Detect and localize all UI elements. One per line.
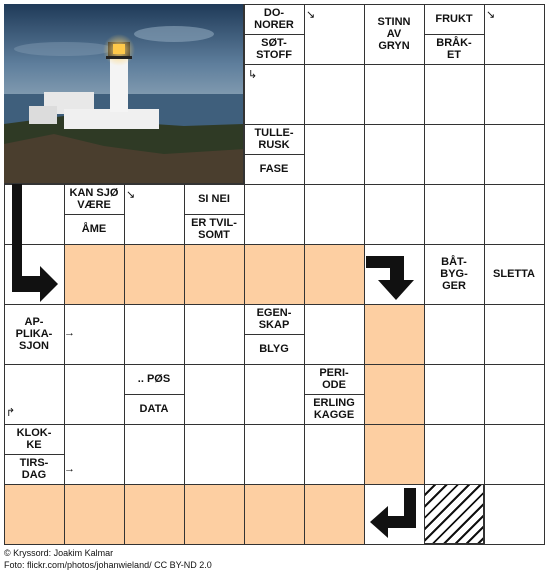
corner-arrow-icon: ↱: [6, 407, 16, 419]
grid-cell[interactable]: [484, 184, 545, 245]
clue-klokke: KLOK- KE: [16, 427, 52, 451]
clue-divider: [424, 34, 484, 35]
clue-tullerusk: TULLE- RUSK: [254, 127, 294, 151]
grid-cell[interactable]: [304, 184, 365, 245]
grid-cell[interactable]: [484, 304, 545, 365]
clue-ame: ÅME: [81, 223, 107, 235]
clue-egenskap: EGEN- SKAP: [256, 307, 292, 331]
grid-cell[interactable]: [244, 184, 305, 245]
clue-ertvilsomt: ER TVIL- SOMT: [191, 217, 237, 241]
highlighted-answer-cell[interactable]: [244, 244, 305, 305]
photo-credit: Foto: flickr.com/photos/johanwieland/ CC BY-ND 2.0: [4, 560, 212, 570]
grid-cell[interactable]: [124, 304, 185, 365]
clue-erlingkagge: ERLING KAGGE: [313, 397, 355, 421]
grid-cell[interactable]: [364, 184, 425, 245]
grid-cell[interactable]: [424, 364, 485, 425]
grid-cell[interactable]: [424, 184, 485, 245]
grid-cell[interactable]: [424, 124, 485, 185]
corner-arrow-icon: ↘: [486, 9, 496, 21]
clue-pos: .. PØS: [137, 373, 171, 385]
clue-divider: [244, 154, 304, 155]
clue-applikasjon: AP- PLIKA- SJON: [15, 316, 53, 352]
highlighted-answer-cell[interactable]: [304, 484, 365, 545]
corner-arrow-icon: ↘: [126, 189, 136, 201]
clue-fase: FASE: [259, 163, 289, 175]
grid-cell[interactable]: [124, 424, 185, 485]
hatched-blocked-cell: [424, 484, 484, 544]
grid-cell[interactable]: [64, 424, 125, 485]
grid-cell[interactable]: [484, 124, 545, 185]
lighthouse-image: [4, 4, 244, 184]
clue-donorer: DO- NORER: [254, 7, 294, 31]
clue-blyg: BLYG: [259, 343, 289, 355]
highlighted-answer-cell[interactable]: [124, 484, 185, 545]
lighthouse-photo: [4, 4, 244, 184]
grid-cell[interactable]: [364, 64, 425, 125]
clue-tirsdag: TIRS- DAG: [19, 457, 49, 481]
right-arrow-icon: →: [64, 463, 75, 475]
grid-cell[interactable]: [484, 424, 545, 485]
highlighted-answer-cell[interactable]: [4, 484, 65, 545]
right-arrow-icon: →: [64, 327, 75, 339]
highlighted-answer-cell[interactable]: [244, 484, 305, 545]
corner-arrow-icon: ↳: [248, 69, 258, 81]
clue-divider: [64, 214, 124, 215]
corner-arrow-icon: ↘: [306, 9, 316, 21]
highlighted-answer-cell[interactable]: [364, 304, 425, 365]
grid-cell[interactable]: [484, 484, 545, 545]
clue-divider: [304, 394, 364, 395]
grid-cell[interactable]: [424, 304, 485, 365]
grid-cell[interactable]: [484, 364, 545, 425]
highlighted-answer-cell[interactable]: [64, 244, 125, 305]
highlighted-answer-cell[interactable]: [124, 244, 185, 305]
clue-divider: [244, 34, 304, 35]
highlighted-answer-cell[interactable]: [184, 484, 245, 545]
grid-cell[interactable]: [184, 424, 245, 485]
arrow-right-down-icon: [364, 250, 424, 306]
arrow-down-right-icon: [4, 184, 64, 304]
clue-periode: PERI- ODE: [319, 367, 349, 391]
clue-sletta: SLETTA: [493, 268, 535, 280]
clue-divider: [124, 394, 184, 395]
clue-divider: [244, 334, 304, 335]
highlighted-answer-cell[interactable]: [64, 484, 125, 545]
grid-cell[interactable]: [244, 424, 305, 485]
clue-kansjo: KAN SJØ VÆRE: [69, 187, 119, 211]
clue-batbygger: BÅT- BYG- GER: [440, 256, 468, 292]
highlighted-answer-cell[interactable]: [364, 364, 425, 425]
grid-cell[interactable]: [424, 424, 485, 485]
grid-cell[interactable]: [64, 364, 125, 425]
clue-frukt: FRUKT: [435, 13, 473, 25]
grid-cell[interactable]: [304, 64, 365, 125]
grid-cell[interactable]: [484, 64, 545, 125]
grid-cell[interactable]: [304, 424, 365, 485]
grid-cell[interactable]: [184, 364, 245, 425]
clue-divider: [4, 454, 64, 455]
crossword-credit: © Kryssord: Joakim Kalmar: [4, 548, 114, 558]
clue-sinei: SI NEI: [198, 193, 230, 205]
grid-cell[interactable]: [184, 304, 245, 365]
grid-cell[interactable]: [424, 64, 485, 125]
highlighted-answer-cell[interactable]: [184, 244, 245, 305]
clue-sotstoff: SØT- STOFF: [256, 37, 292, 61]
grid-cell[interactable]: [304, 124, 365, 185]
clue-braket: BRÅK- ET: [436, 37, 472, 61]
crossword-board: [4, 4, 544, 544]
grid-cell[interactable]: [244, 364, 305, 425]
clue-stinn: STINN AV GRYN: [377, 16, 411, 52]
grid-cell[interactable]: [304, 304, 365, 365]
clue-data: DATA: [139, 403, 169, 415]
arrow-up-left-icon: [364, 484, 424, 544]
grid-cell[interactable]: [364, 124, 425, 185]
clue-divider: [184, 214, 244, 215]
highlighted-answer-cell[interactable]: [364, 424, 425, 485]
highlighted-answer-cell[interactable]: [304, 244, 365, 305]
